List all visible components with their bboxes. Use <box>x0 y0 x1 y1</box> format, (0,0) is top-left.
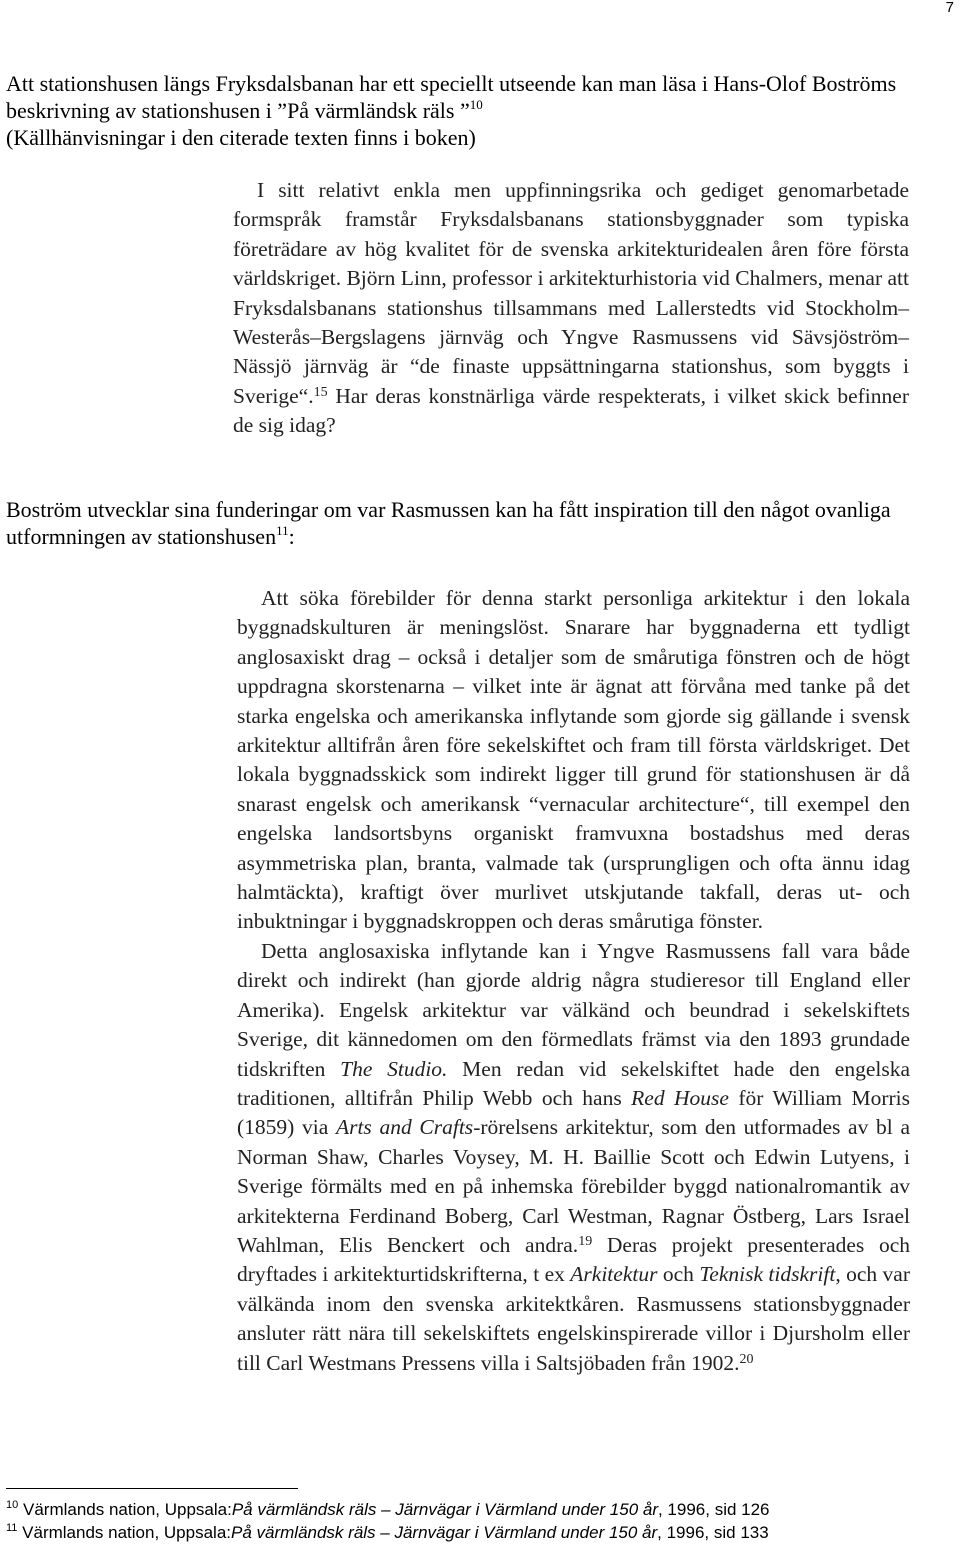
title-the-studio: The Studio. <box>340 1056 448 1081</box>
title-arts-and-crafts: Arts and Crafts <box>335 1115 474 1140</box>
title-red-house: Red House <box>631 1085 729 1110</box>
quote-1-ref-15: 15 <box>313 384 328 400</box>
quote-1-text-end: Har deras konstnärliga värde respekterats, i vilket skick befinner de sig idag? <box>233 383 909 438</box>
q2-text-g: , och var välkända inom den svenska arkitektkåren. Rasmussens stationsbyggnader ansluter rätt nära till sekelskiftets engelskinspirerade villor i Djursholm eller till Carl Westmans Pressens villa i Saltsjöbaden från 1902. <box>237 1262 910 1375</box>
q2-text-e: Deras projekt presenterades och dryftades i arkitekturtidskrifterna, t ex <box>237 1232 910 1287</box>
intro-note: (Källhänvisningar i den citerade texten finns i boken) <box>6 125 476 150</box>
footnote-title: På värmländsk räls – Järnvägar i Värmland under 150 år <box>231 1500 658 1519</box>
footnote-title: På värmländsk räls – Järnvägar i Värmland under 150 år <box>231 1523 658 1542</box>
q2-text-b: Men redan vid sekelskiftet hade den engelska traditionen, alltifrån Philip Webb och hans <box>237 1056 911 1110</box>
footnote-11 <box>6 1521 956 1544</box>
intro-paragraph <box>6 70 951 151</box>
footnote-divider <box>6 1488 298 1489</box>
q2-text-f: och <box>657 1262 700 1287</box>
footnote-number: 10 <box>6 1499 19 1511</box>
footnote-suffix: , 1996, sid 133 <box>657 1523 769 1542</box>
title-teknisk-tidskrift: Teknisk tidskrift <box>699 1262 836 1287</box>
footnote-10 <box>6 1498 956 1521</box>
footnote-number: 11 <box>6 1522 18 1534</box>
quote-2-ref-20: 20 <box>739 1351 754 1367</box>
quote-1-text: I sitt relativt enkla men uppfinningsrika och gediget genomarbetade formspråk framstår Fryksdalsbanans stationsbyggnader som typiska företrädare av hög kvalitet för de svenska arkitekturidealen åren före första världskriget. Björn Linn, professor i arkitekturhistoria vid Chalmers, menar att Fryksdalsbanans stationshus tillsammans med Lallerstedts vid Stockholm–Westerås–Bergslagens järnväg och Yngve Rasmussens vid Sävsjöström–Nässjö järnväg är “de finaste uppsättningarna stationshus, som byggts i Sverige“. <box>233 178 909 408</box>
title-arkitektur: Arkitektur <box>570 1262 658 1287</box>
q2-text-d: -rörelsens arkitektur, som den utformades av bl a Norman Shaw, Charles Voysey, M. H. Baillie Scott och Edwin Lutyens, i Sverige förmälts med en på inhemska förebilder byggd nationalromantik av arkitekterna Ferdinand Boberg, Carl Westman, Ragnar Östberg, Lars Israel Wahlman, Elis Benckert och andra. <box>237 1115 910 1257</box>
quote-2-paragraph-1: Att söka förebilder för denna starkt personliga arkitektur i den lokala byggnadskulturen är meningslöst. Snarare har byggnaderna ett tydligt anglosaxiskt drag – också i detaljer som de smårutiga fönstren och de högt uppdragna skorstenarna – vilket inte är ägnat att förvåna med tanke på det starka engelska och amerikanska inflytande som gjorde sig gällande i svensk arkitektur alltifrån åren före sekelskiftet och fram till första världskriget. Det lokala byggnadsskick som indirekt ligger till grund för stationshusen är då snarast engelsk och amerikansk “vernacular architecture“, till exempel den engelska landsortsbyns organiskt framvuxna bostadshus med deras asymmetriska plan, branta, valmade tak (ursprungligen och ofta ännu idag halmtäckta), kraftigt över murlivet utskjutande takfall, deras ut- och inbuktningar i byggnadskroppen och deras smårutiga fönster. <box>237 586 910 934</box>
body-paragraph-2 <box>6 496 951 550</box>
footnotes <box>6 1498 956 1544</box>
quote-block-2 <box>237 584 910 1378</box>
quote-2-ref-19: 19 <box>578 1233 593 1249</box>
footnote-suffix: , 1996, sid 126 <box>657 1500 770 1519</box>
footnote-ref-11[interactable]: 11 <box>276 523 289 538</box>
para2-colon: : <box>288 524 295 549</box>
quote-2-paragraph-2 <box>237 937 910 1378</box>
quote-1-paragraph <box>233 176 909 441</box>
q2-text-a: Detta anglosaxiska inflytande kan i Yngve Rasmussens fall vara både direkt och indirekt (han gjorde aldrig några studieresor till England eller Amerika). Engelsk arkitektur var välkänd och beundrad i sekelskiftets Sverige, dit kännedomen om den förmedlats främst via den 1893 grundade tidskriften <box>237 938 910 1081</box>
page-number: 7 <box>945 0 954 16</box>
quote-block-1 <box>233 176 909 441</box>
para2-text: Boström utvecklar sina funderingar om var Rasmussen kan ha fått inspiration till den något ovanliga utformningen av stationshusen <box>6 497 891 549</box>
intro-text: Att stationshusen längs Fryksdalsbanan har ett speciellt utseende kan man läsa i Hans-Olof Boströms beskrivning av stationshusen i ”På värmländsk räls ” <box>6 71 897 123</box>
q2-text-c: för William Morris (1859) via <box>237 1085 910 1140</box>
footnote-ref-10[interactable]: 10 <box>469 97 483 112</box>
footnote-prefix: Värmlands nation, Uppsala: <box>22 1500 232 1519</box>
footnote-prefix: Värmlands nation, Uppsala: <box>22 1523 231 1542</box>
